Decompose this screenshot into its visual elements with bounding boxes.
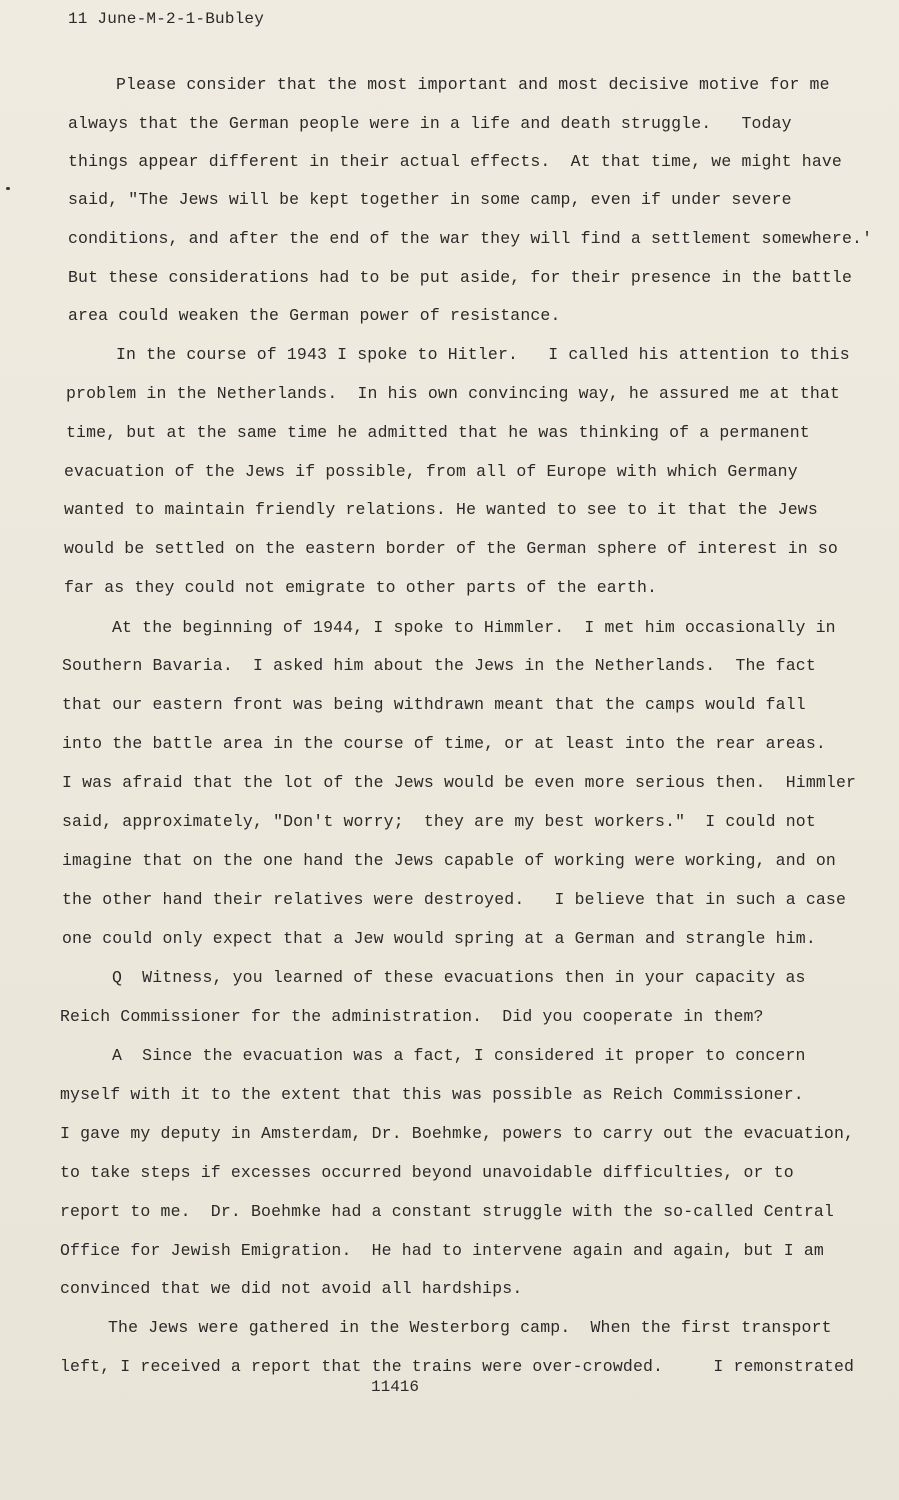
text-line: that our eastern front was being withdrawn meant that the camps would fall: [62, 695, 806, 714]
text-line: evacuation of the Jews if possible, from all of Europe with which Germany: [64, 462, 798, 481]
text-line: time, but at the same time he admitted that he was thinking of a permanent: [66, 423, 810, 442]
text-line: far as they could not emigrate to other parts of the earth.: [64, 578, 658, 597]
text-line: one could only expect that a Jew would spring at a German and strangle him.: [62, 929, 816, 948]
text-line: things appear different in their actual effects. At that time, we might have: [68, 152, 842, 171]
text-line: The Jews were gathered in the Westerborg camp. When the first transport: [108, 1318, 832, 1337]
text-line: I was afraid that the lot of the Jews would be even more serious then. Himmler: [62, 773, 857, 792]
text-line: wanted to maintain friendly relations. He wanted to see to it that the Jews: [64, 500, 818, 519]
text-line: conditions, and after the end of the war they will find a settlement somewhere.': [68, 229, 873, 248]
text-line: myself with it to the extent that this was possible as Reich Commissioner.: [60, 1085, 804, 1104]
text-line: convinced that we did not avoid all hardships.: [60, 1279, 523, 1298]
page-number: 11416: [371, 1378, 420, 1396]
text-line: At the beginning of 1944, I spoke to Himmler. I met him occasionally in: [112, 618, 836, 637]
text-line: area could weaken the German power of resistance.: [68, 306, 561, 325]
text-line: the other hand their relatives were destroyed. I believe that in such a case: [62, 890, 847, 909]
text-line: said, "The Jews will be kept together in some camp, even if under severe: [68, 190, 792, 209]
text-line: Southern Bavaria. I asked him about the Jews in the Netherlands. The fact: [62, 656, 816, 675]
text-line: Reich Commissioner for the administration. Did you cooperate in them?: [60, 1007, 764, 1026]
text-line: imagine that on the one hand the Jews capable of working were working, and on: [62, 851, 836, 870]
text-line: left, I received a report that the trains were over-crowded. I remonstrated: [60, 1357, 855, 1376]
text-line: into the battle area in the course of time, or at least into the rear areas.: [62, 734, 826, 753]
page-header: 11 June-M-2-1-Bubley: [68, 10, 265, 28]
text-line: Office for Jewish Emigration. He had to intervene again and again, but I am: [60, 1241, 824, 1260]
text-line: report to me. Dr. Boehmke had a constant struggle with the so-called Central: [60, 1202, 834, 1221]
text-line: said, approximately, "Don't worry; they are my best workers." I could not: [62, 812, 816, 831]
text-line: In the course of 1943 I spoke to Hitler. I called his attention to this: [116, 345, 850, 364]
text-line: would be settled on the eastern border of the German sphere of interest in so: [64, 539, 838, 558]
text-line: I gave my deputy in Amsterdam, Dr. Boehmke, powers to carry out the evacuation,: [60, 1124, 855, 1143]
text-line: But these considerations had to be put aside, for their presence in the battle: [68, 268, 853, 287]
text-line: Please consider that the most important and most decisive motive for me: [116, 75, 830, 94]
text-line: A Since the evacuation was a fact, I considered it proper to concern: [112, 1046, 806, 1065]
margin-mark: [6, 187, 10, 190]
text-line: to take steps if excesses occurred beyond unavoidable difficulties, or to: [60, 1163, 794, 1182]
text-line: Q Witness, you learned of these evacuations then in your capacity as: [112, 968, 806, 987]
text-line: always that the German people were in a life and death struggle. Today: [68, 114, 792, 133]
text-line: problem in the Netherlands. In his own convincing way, he assured me at that: [66, 384, 840, 403]
